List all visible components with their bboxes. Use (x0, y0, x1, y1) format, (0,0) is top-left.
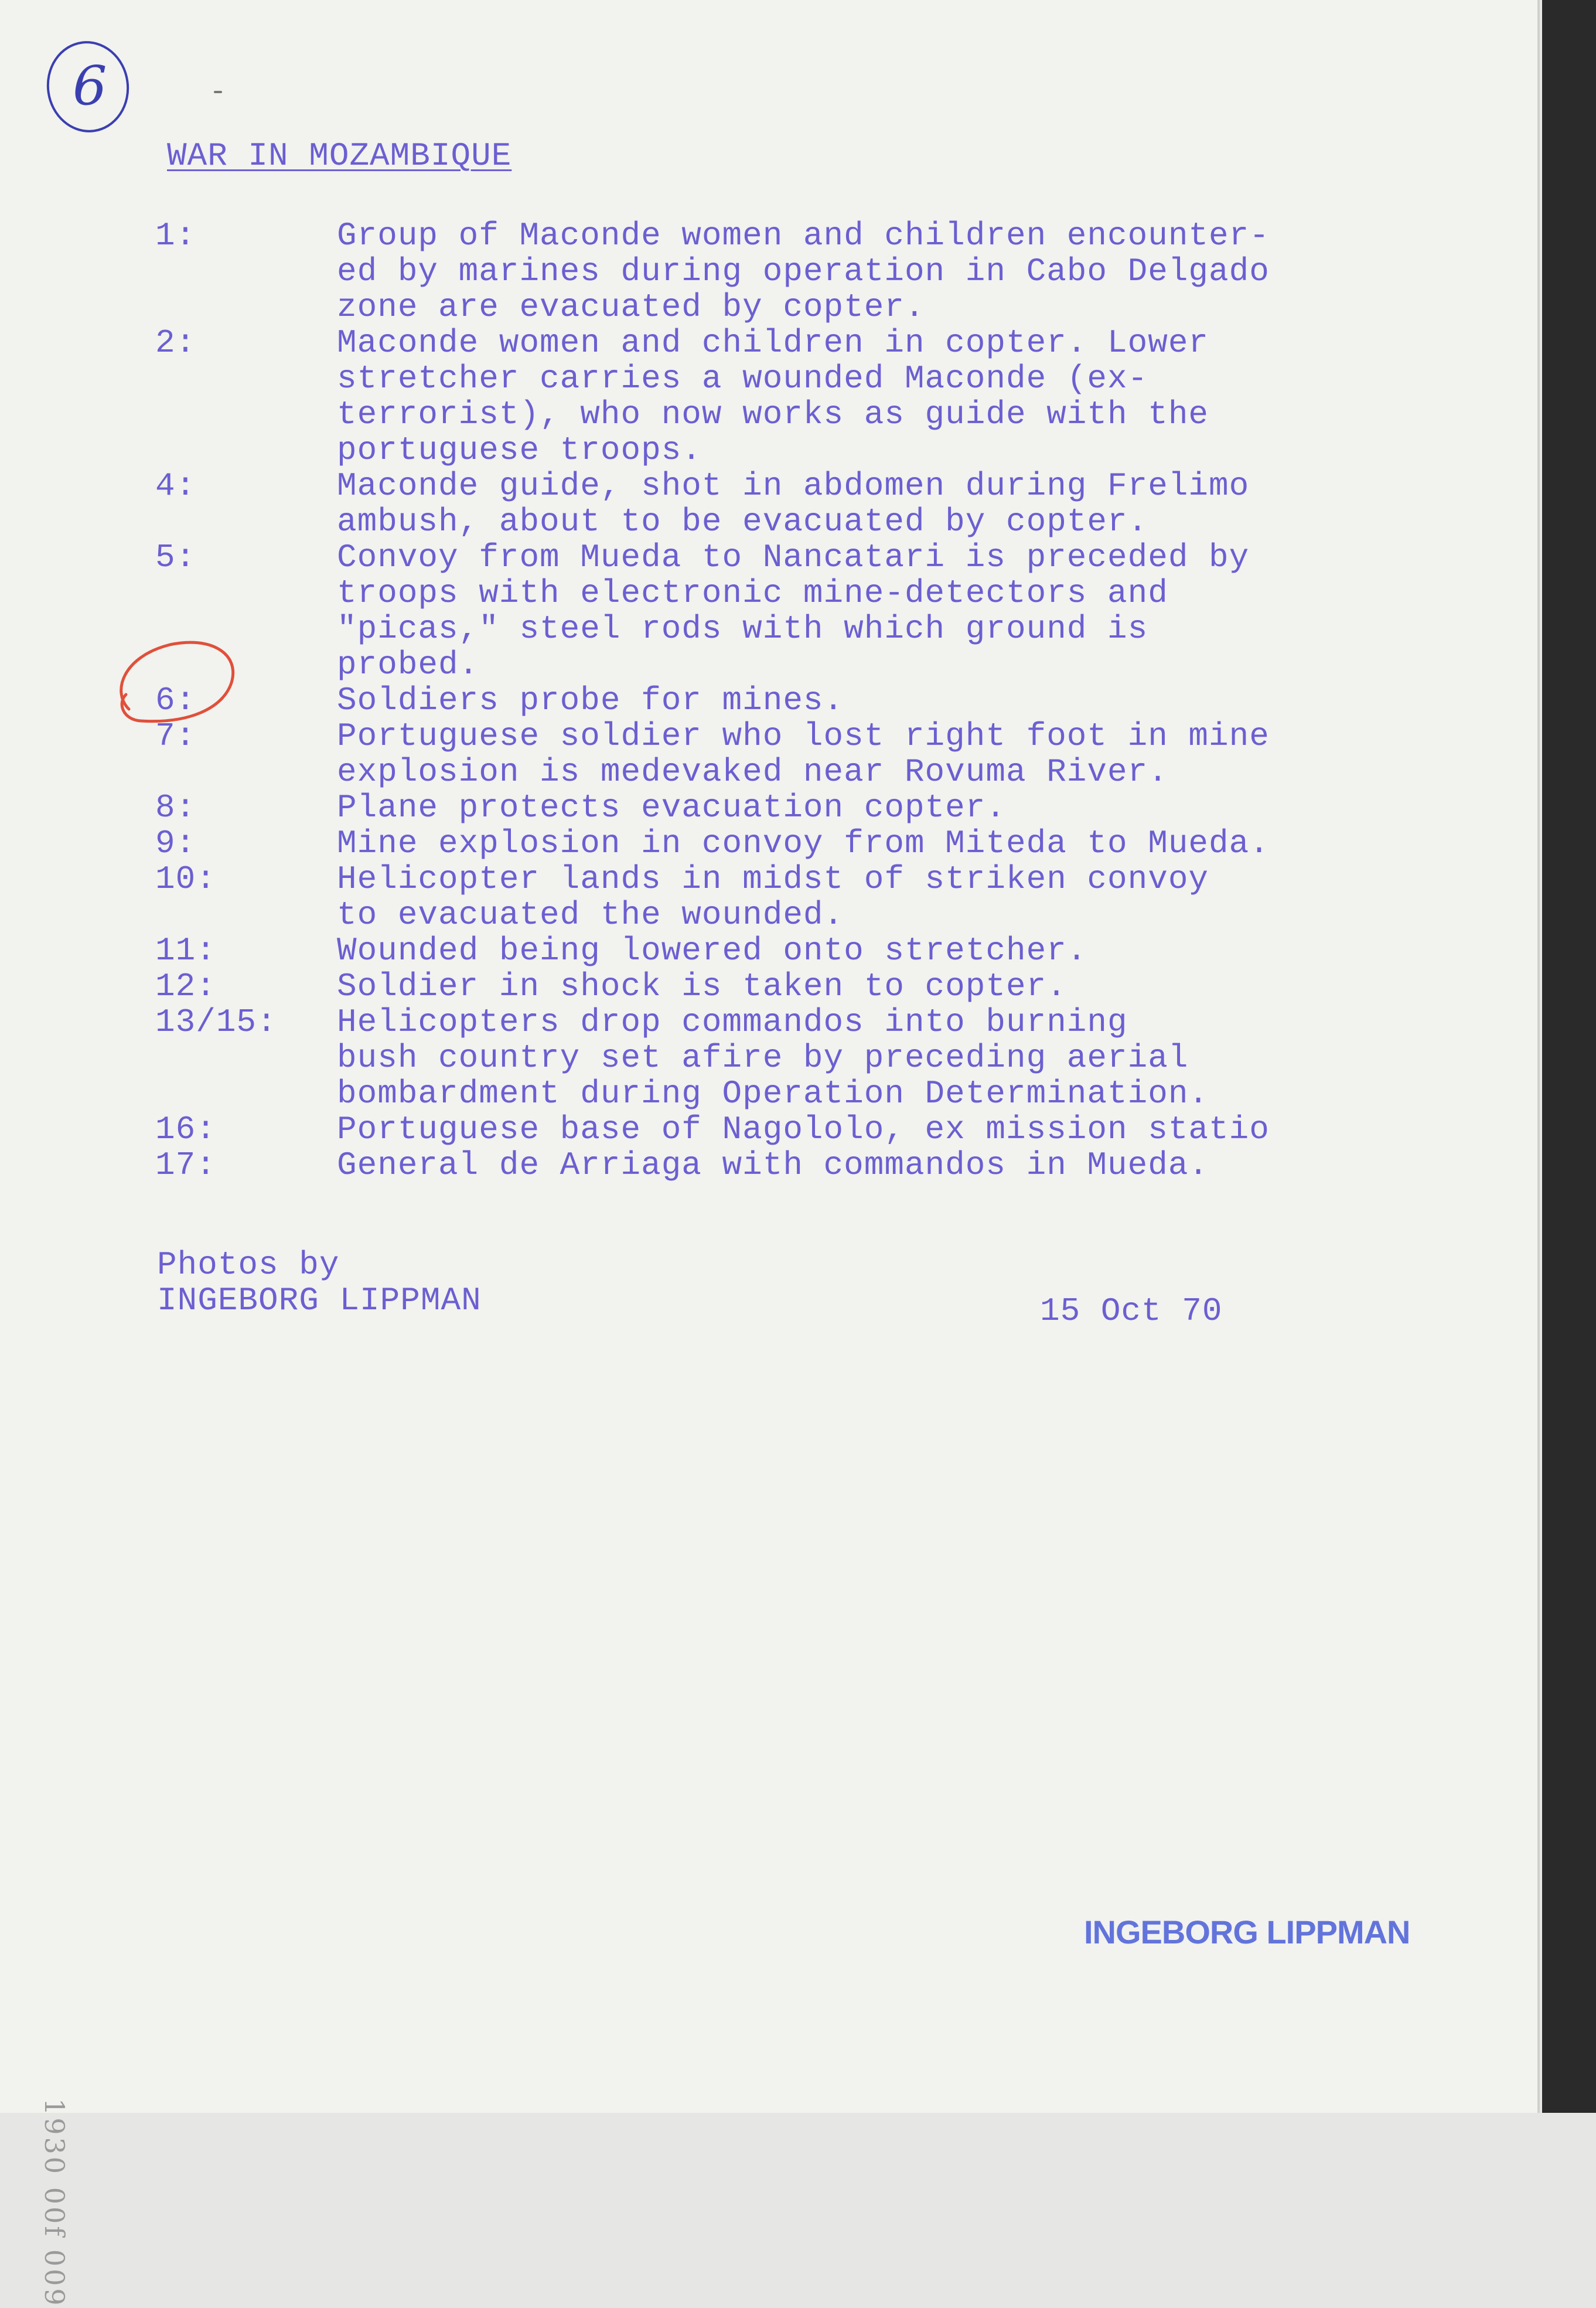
caption-item (155, 325, 1386, 468)
caption-text (337, 969, 1386, 1005)
caption-line: Plane protects evacuation copter. (337, 789, 1006, 826)
scan-edge (1542, 0, 1596, 2113)
caption-item (155, 683, 1386, 719)
caption-text (337, 1148, 1386, 1183)
caption-number: 5: (155, 539, 196, 576)
caption-line: General de Arriaga with commandos in Mueda. (337, 1146, 1209, 1184)
caption-item (155, 468, 1386, 540)
caption-line: Soldier in shock is taken to copter. (337, 968, 1067, 1005)
caption-line: bush country set afire by preceding aerial (337, 1039, 1189, 1077)
caption-number: 8: (155, 789, 196, 826)
caption-line: bombardment during Operation Determination. (337, 1075, 1209, 1112)
caption-text (337, 826, 1386, 862)
caption-number: 4: (155, 467, 196, 505)
caption-item (155, 1148, 1386, 1183)
caption-text (337, 1005, 1386, 1112)
red-pencil-circle (105, 627, 252, 744)
caption-number: 13/15: (155, 1003, 277, 1041)
caption-number: 12: (155, 968, 216, 1005)
caption-item (155, 933, 1386, 969)
caption-number: 1: (155, 217, 196, 254)
caption-number: 7: (155, 717, 196, 755)
caption-line: ambush, about to be evacuated by copter. (337, 503, 1148, 540)
caption-number: 16: (155, 1111, 216, 1148)
caption-number: 17: (155, 1146, 216, 1184)
caption-line: ed by marines during operation in Cabo Delgado (337, 253, 1270, 290)
page-number: 6 (73, 55, 107, 117)
archive-number: 1930 00f 009 (39, 2098, 70, 2308)
caption-text (337, 325, 1386, 468)
caption-item (155, 540, 1386, 683)
pencil-mark (214, 91, 222, 93)
caption-line: Maconde guide, shot in abdomen during Frelimo (337, 467, 1250, 505)
caption-number: 11: (155, 932, 216, 969)
caption-text (337, 790, 1386, 826)
caption-line: Group of Maconde women and children encounter- (337, 217, 1270, 254)
caption-line: Portuguese soldier who lost right foot in mine (337, 717, 1270, 755)
caption-line: zone are evacuated by copter. (337, 288, 925, 326)
caption-item (155, 969, 1386, 1005)
caption-number: 2: (155, 324, 196, 362)
caption-line: Helicopters drop commandos into burning (337, 1003, 1128, 1041)
caption-number: 6: (155, 682, 196, 719)
caption-text (337, 1112, 1386, 1148)
caption-line: Wounded being lowered onto stretcher. (337, 932, 1087, 969)
document-date: 15 Oct 70 (1040, 1292, 1223, 1330)
caption-item (155, 1005, 1386, 1112)
credit-label: Photos by (157, 1246, 340, 1284)
caption-line: "picas," steel rods with which ground is (337, 610, 1148, 648)
caption-item (155, 1112, 1386, 1148)
caption-line: terrorist), who now works as guide with the (337, 396, 1209, 433)
caption-line: to evacuated the wounded. (337, 896, 844, 934)
caption-item (155, 862, 1386, 933)
caption-text (337, 540, 1386, 683)
caption-item (155, 790, 1386, 826)
caption-line: portuguese troops. (337, 431, 702, 469)
stamp-text: INGEBORG LIPPMAN (1084, 1914, 1410, 1950)
caption-text (337, 218, 1386, 325)
caption-text (337, 862, 1386, 933)
caption-line: Mine explosion in convoy from Miteda to Mueda. (337, 825, 1270, 862)
caption-line: Convoy from Mueda to Nancatari is preceded by (337, 539, 1250, 576)
caption-text (337, 468, 1386, 540)
caption-text (337, 719, 1386, 790)
caption-line: explosion is medevaked near Rovuma River. (337, 753, 1168, 791)
caption-line: Portuguese base of Nagololo, ex mission statio (337, 1111, 1270, 1148)
photographer-stamp (1084, 1912, 1424, 1953)
caption-number: 9: (155, 825, 196, 862)
caption-line: probed. (337, 646, 479, 683)
caption-line: Maconde women and children in copter. Lower (337, 324, 1209, 362)
caption-text (337, 933, 1386, 969)
caption-list (155, 218, 1386, 1183)
credit-name: INGEBORG LIPPMAN (157, 1282, 482, 1319)
caption-line: Soldiers probe for mines. (337, 682, 844, 719)
caption-line: troops with electronic mine-detectors and (337, 574, 1168, 612)
document-title: WAR IN MOZAMBIQUE (167, 137, 512, 175)
caption-text (337, 683, 1386, 719)
photo-credit (157, 1247, 482, 1319)
caption-item (155, 719, 1386, 790)
caption-line: Helicopter lands in midst of striken convoy (337, 860, 1209, 898)
caption-item (155, 218, 1386, 325)
caption-number: 10: (155, 860, 216, 898)
caption-item (155, 826, 1386, 862)
circled-page-number (41, 35, 135, 135)
caption-line: stretcher carries a wounded Maconde (ex- (337, 360, 1148, 397)
